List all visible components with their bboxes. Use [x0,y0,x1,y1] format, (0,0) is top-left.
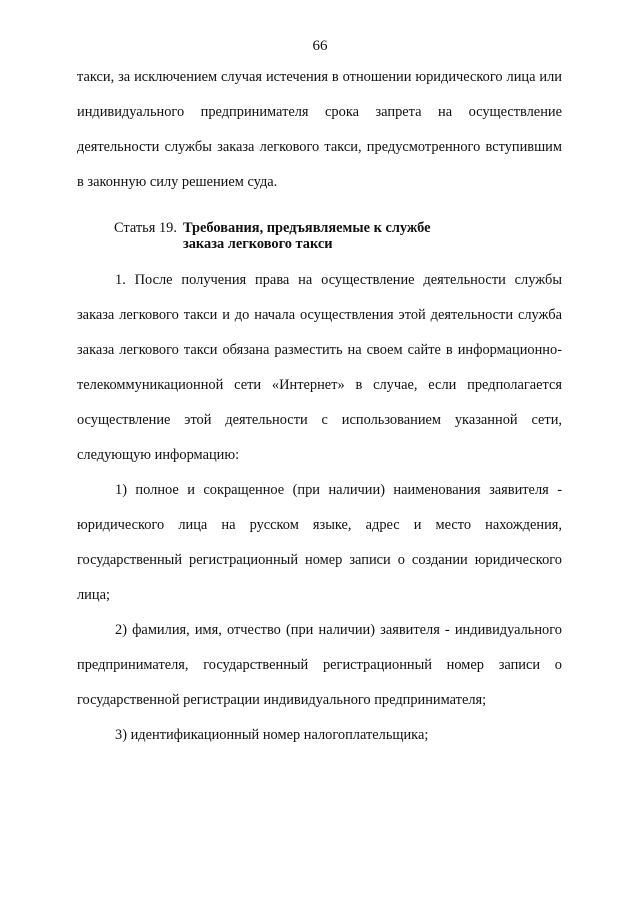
paragraph-1: 1. После получения права на осуществление деятельности службы заказа легкового такси и до начала осуществления этой деятельности служба заказа легкового такси обязана разместить на своем сайте в информационно-телекоммуникационной сети «Интернет» в случае, если предполагается осуществление этой деятельности с использованием указанной сети, следующую информацию: [77,272,562,463]
article-number: Статья 19. [114,220,177,236]
document-body [77,60,562,753]
intro-paragraph: такси, за исключением случая истечения в отношении юридического лица или индивидуального предпринимателя срока запрета на осуществление деятельности службы заказа легкового такси, предусмотренного вступившим в законную силу решением суда. [77,69,562,190]
list-item-2: 2) фамилия, имя, отчество (при наличии) заявителя - индивидуального предпринимателя, государственный регистрационный номер записи о государственной регистрации индивидуального предпринимателя; [77,622,562,708]
article-title: Требования, предъявляемые к службе заказа легкового такси [182,220,431,252]
list-item-1: 1) полное и сокращенное (при наличии) наименования заявителя - юридического лица на русском языке, адрес и место нахождения, государственный регистрационный номер записи о создании юридического лица; [77,482,562,603]
list-item-3: 3) идентификационный номер налогоплательщика; [115,727,429,743]
article-heading [114,220,562,252]
page-number: 66 [312,38,328,54]
